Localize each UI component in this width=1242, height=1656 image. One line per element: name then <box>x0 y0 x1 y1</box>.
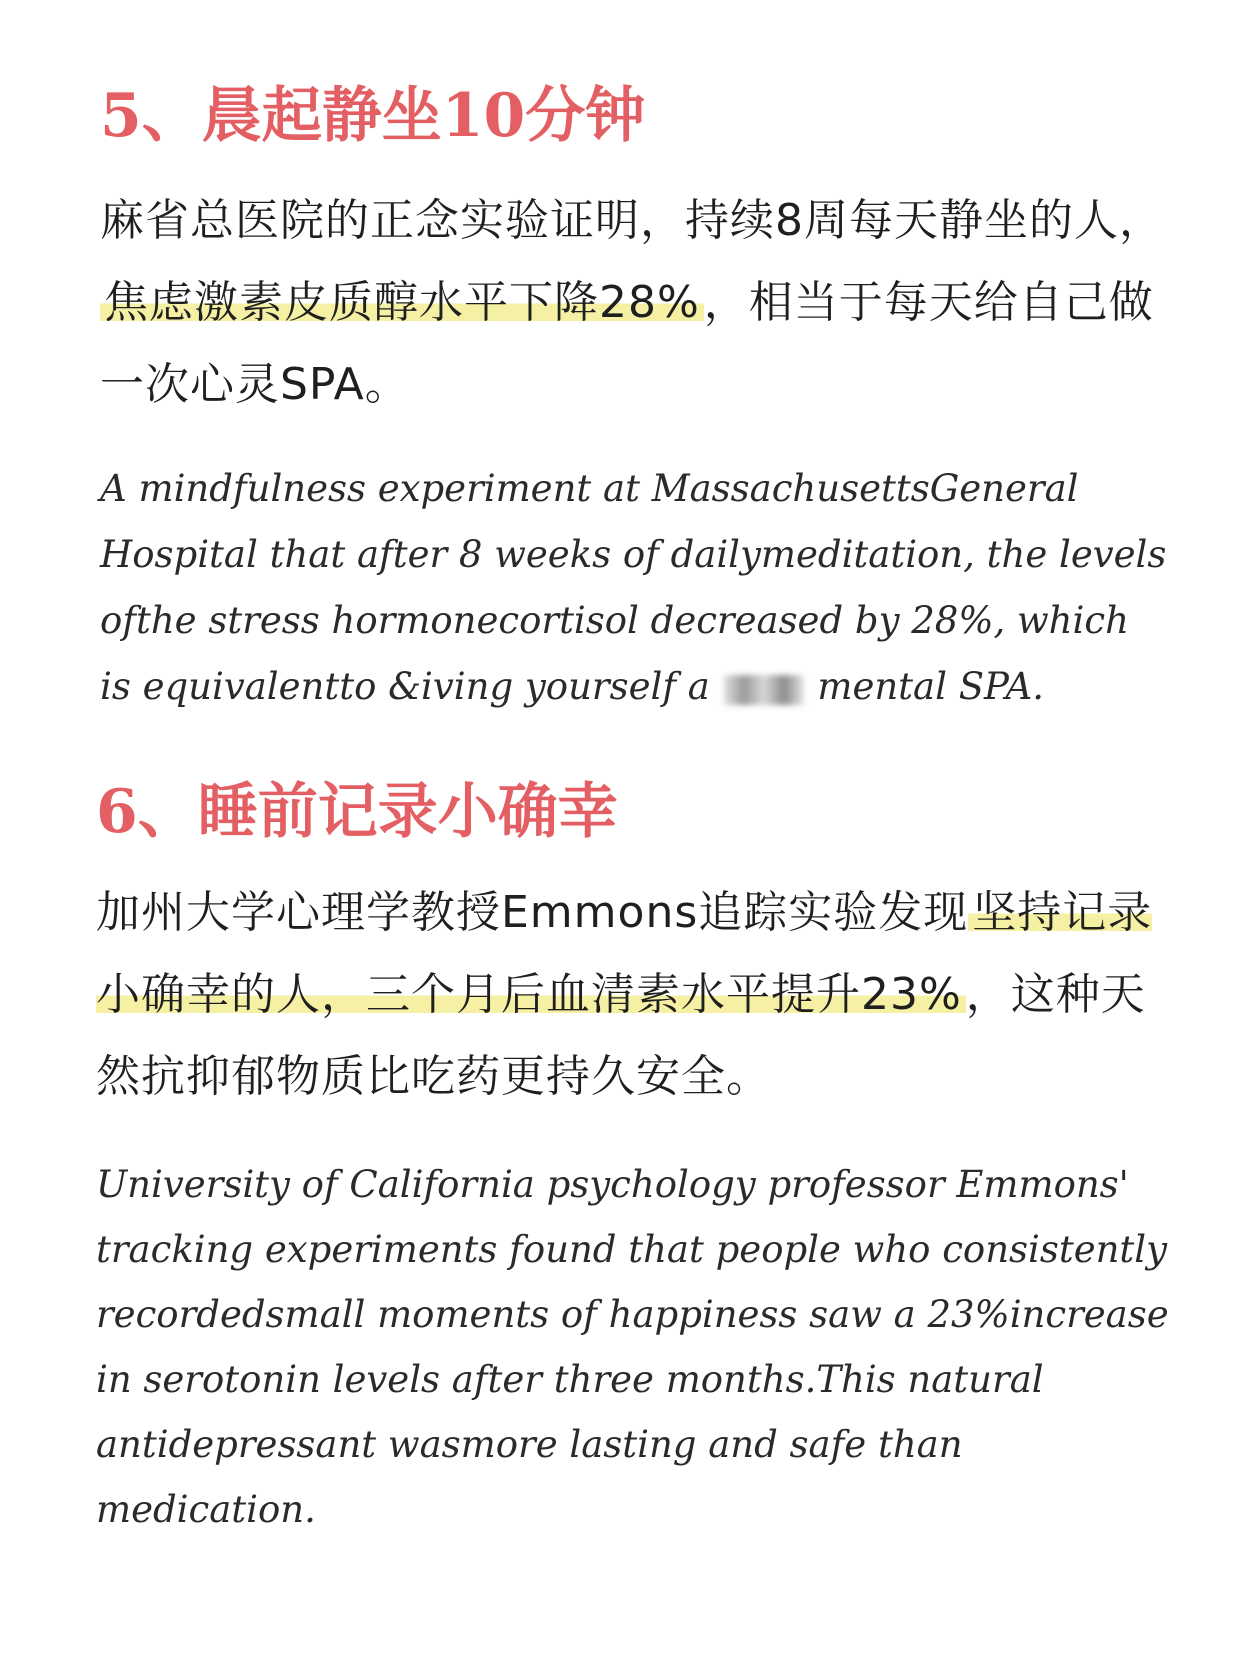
section-6-chinese-text <box>96 872 1186 1118</box>
section-5-zh-before: 麻省总医院的正念实验证明，持续8周每天静坐的人， <box>100 195 1164 246</box>
redacted-word-blur <box>724 675 804 705</box>
section-5-zh-highlight: 焦虑激素皮质醇水平下降28% <box>100 277 704 328</box>
section-5-english-text <box>100 456 1170 720</box>
section-6 <box>96 770 1186 1542</box>
section-6-zh-before: 加州大学心理学教授Emmons追踪实验发现 <box>96 887 969 938</box>
section-5-zh-after: ，相当于每天给自己做一次心灵SPA。 <box>100 277 1154 410</box>
section-5-chinese-text <box>100 180 1170 426</box>
section-6-zh-highlight: 坚持记录小确幸的人，三个月后血清素水平提升23% <box>96 887 1153 1020</box>
section-5-en-after: mental SPA. <box>817 665 1045 708</box>
section-6-zh-after: ，这种天然抗抑郁物质比吃药更持久安全。 <box>96 969 1146 1102</box>
section-5-en-before: A mindfulness experiment at MassachusettsGeneral Hospital that after 8 weeks of dailymeditation, the levels ofthe stress hormonecortisol decreased by 28%, which is equivalentto &iving yourself a <box>100 467 1167 708</box>
section-5-heading: 5、晨起静坐10分钟 <box>100 81 646 151</box>
section-5 <box>100 74 1170 720</box>
section-6-english-text: University of California psychology professor Emmons' tracking experiments found that people who consistently recordedsmall moments of happiness saw a 23%increase in serotonin levels after three months.This natural antidepressant wasmore lasting and safe than medication. <box>96 1163 1169 1531</box>
section-6-heading: 6、睡前记录小确幸 <box>96 777 618 847</box>
